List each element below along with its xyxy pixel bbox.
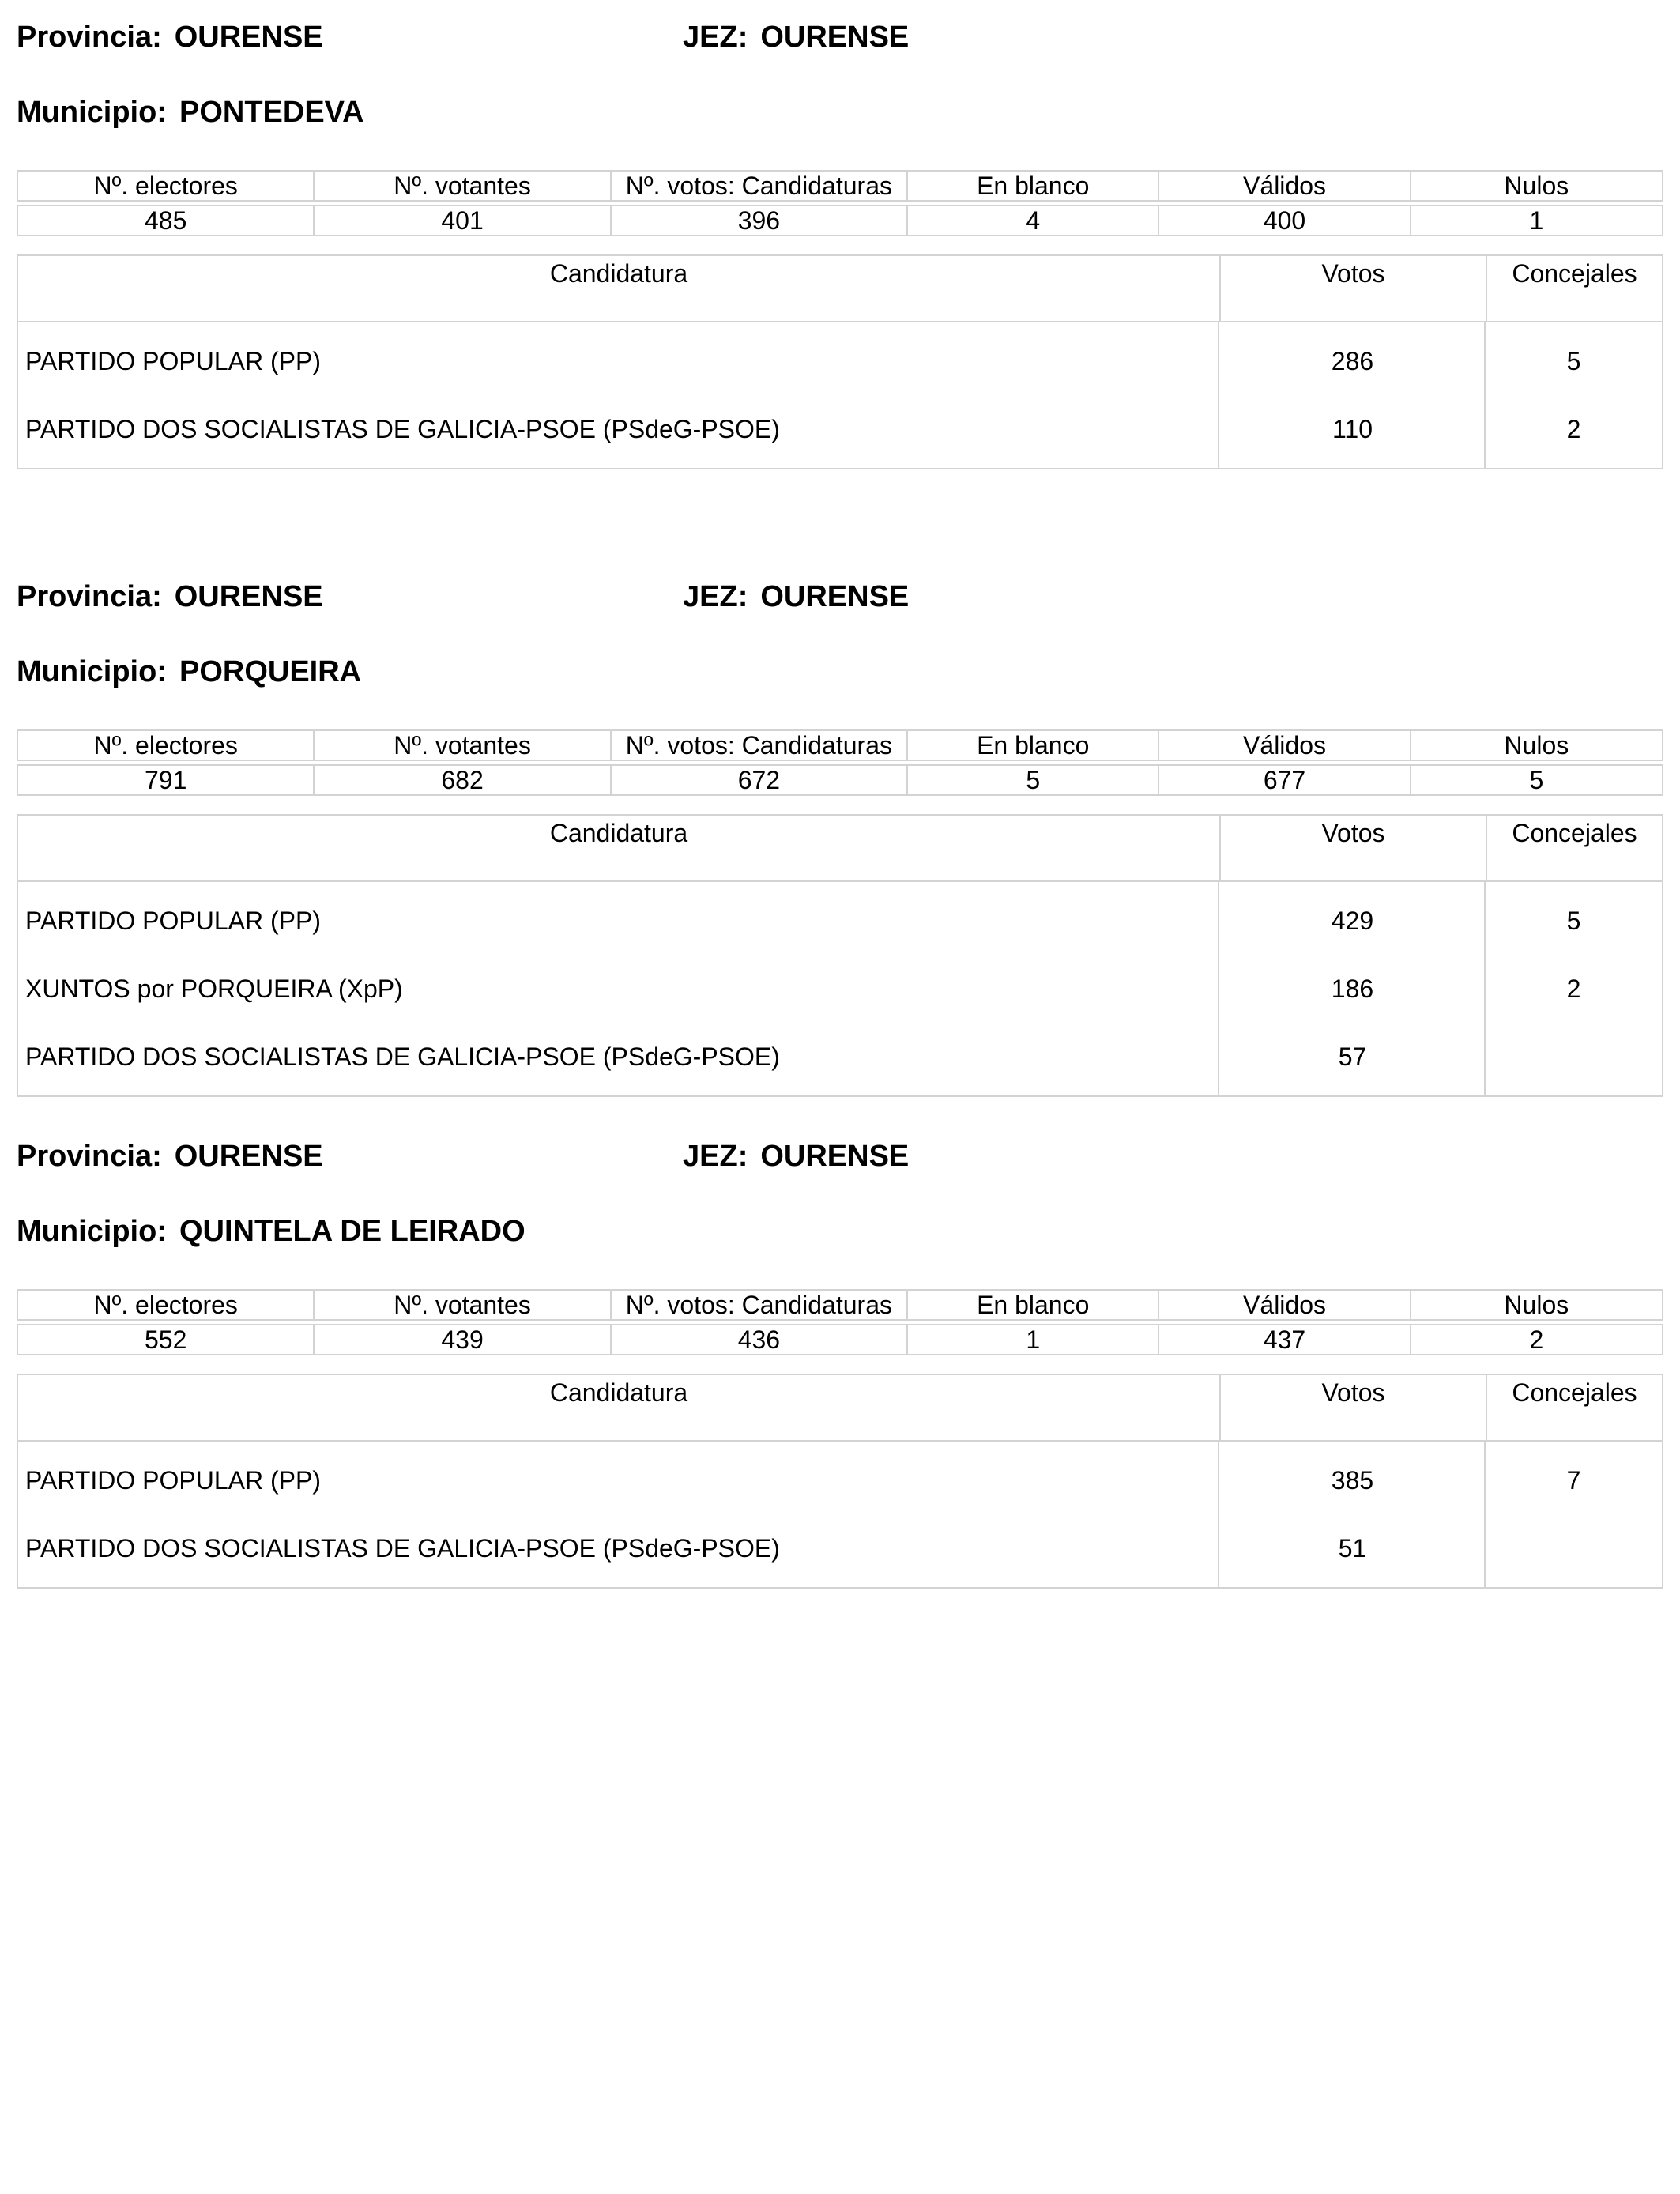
stats-value-cell: 396 bbox=[611, 205, 907, 236]
concejales-value: 7 bbox=[1566, 1466, 1581, 1495]
votos-value: 286 bbox=[1331, 347, 1374, 375]
jez-heading bbox=[683, 1139, 909, 1174]
candidatura-header: Candidatura bbox=[549, 819, 688, 847]
stats-header-cell: Nulos bbox=[1411, 171, 1663, 201]
stats-header-row bbox=[17, 730, 1663, 760]
concejales-value: 2 bbox=[1566, 415, 1581, 443]
candidaturas-body bbox=[18, 322, 1662, 468]
jez-value: OURENSE bbox=[760, 580, 910, 613]
stats-header-cell: Nº. electores bbox=[17, 730, 314, 760]
stats-value-cell: 5 bbox=[1411, 765, 1663, 795]
stats-header-row bbox=[17, 171, 1663, 201]
stats-value-cell: 1 bbox=[1411, 205, 1663, 236]
candidatura-name: PARTIDO DOS SOCIALISTAS DE GALICIA-PSOE (PSdeG-PSOE) bbox=[25, 1534, 780, 1563]
concejales-value bbox=[1486, 1514, 1662, 1582]
candidatura-name: PARTIDO DOS SOCIALISTAS DE GALICIA-PSOE (PSdeG-PSOE) bbox=[25, 1042, 780, 1071]
stats-value-cell: 677 bbox=[1158, 765, 1410, 795]
candidatura-name: PARTIDO POPULAR (PP) bbox=[25, 347, 321, 375]
stats-table bbox=[17, 170, 1663, 236]
candidaturas-header bbox=[18, 256, 1662, 322]
municipio-value: QUINTELA DE LEIRADO bbox=[179, 1215, 525, 1248]
stats-value-cell: 400 bbox=[1158, 205, 1410, 236]
stats-value-cell: 791 bbox=[17, 765, 314, 795]
candidaturas-body bbox=[18, 1442, 1662, 1587]
stats-value-cell: 672 bbox=[611, 765, 907, 795]
jez-label: JEZ: bbox=[683, 580, 748, 613]
stats-value-row bbox=[17, 205, 1663, 236]
stats-value-cell: 437 bbox=[1158, 1325, 1410, 1355]
stats-header-cell: Válidos bbox=[1158, 730, 1410, 760]
stats-value-row bbox=[17, 1325, 1663, 1355]
jez-heading bbox=[683, 20, 909, 55]
municipio-label: Municipio: bbox=[17, 1215, 167, 1248]
candidatura-row bbox=[18, 887, 1662, 955]
concejales-header: Concejales bbox=[1486, 816, 1662, 880]
stats-table bbox=[17, 729, 1663, 796]
jez-label: JEZ: bbox=[683, 1140, 748, 1173]
stats-value-cell: 2 bbox=[1411, 1325, 1663, 1355]
stats-value-cell: 4 bbox=[907, 205, 1158, 236]
stats-value-cell: 682 bbox=[314, 765, 610, 795]
stats-header-cell: Nulos bbox=[1411, 730, 1663, 760]
provincia-label: Provincia: bbox=[17, 1140, 162, 1173]
stats-value-cell: 1 bbox=[907, 1325, 1158, 1355]
provincia-label: Provincia: bbox=[17, 21, 162, 54]
stats-value-cell: 5 bbox=[907, 765, 1158, 795]
stats-header-cell: Nº. votos: Candidaturas bbox=[611, 730, 907, 760]
candidatura-name: PARTIDO POPULAR (PP) bbox=[25, 907, 321, 935]
provincia-heading bbox=[17, 20, 323, 55]
provincia-heading bbox=[17, 1139, 323, 1174]
municipio-label: Municipio: bbox=[17, 96, 167, 129]
stats-value-row bbox=[17, 765, 1663, 795]
votos-value: 429 bbox=[1331, 907, 1374, 935]
provincia-value: OURENSE bbox=[174, 1140, 323, 1173]
votos-header: Votos bbox=[1219, 1375, 1486, 1440]
stats-value-cell: 552 bbox=[17, 1325, 314, 1355]
concejales-value: 2 bbox=[1566, 974, 1581, 1003]
municipio-heading bbox=[17, 1214, 525, 1249]
stats-header-cell: En blanco bbox=[907, 1290, 1158, 1320]
candidaturas-table bbox=[17, 1374, 1663, 1589]
candidatura-row bbox=[18, 955, 1662, 1023]
candidatura-name: PARTIDO POPULAR (PP) bbox=[25, 1466, 321, 1495]
provincia-value: OURENSE bbox=[174, 21, 323, 54]
candidatura-row bbox=[18, 1446, 1662, 1514]
stats-header-cell: Nulos bbox=[1411, 1290, 1663, 1320]
concejales-header: Concejales bbox=[1486, 1375, 1662, 1440]
municipio-value: PONTEDEVA bbox=[179, 96, 364, 129]
concejales-header: Concejales bbox=[1486, 256, 1662, 321]
candidaturas-table bbox=[17, 814, 1663, 1097]
jez-value: OURENSE bbox=[760, 21, 910, 54]
stats-header-cell: Nº. votantes bbox=[314, 1290, 610, 1320]
provincia-label: Provincia: bbox=[17, 580, 162, 613]
jez-value: OURENSE bbox=[760, 1140, 910, 1173]
municipio-value: PORQUEIRA bbox=[179, 655, 362, 688]
candidatura-row bbox=[18, 395, 1662, 463]
candidatura-name: PARTIDO DOS SOCIALISTAS DE GALICIA-PSOE (PSdeG-PSOE) bbox=[25, 415, 780, 443]
stats-header-cell: Nº. votos: Candidaturas bbox=[611, 1290, 907, 1320]
votos-value: 186 bbox=[1331, 974, 1374, 1003]
stats-header-cell: Nº. votos: Candidaturas bbox=[611, 171, 907, 201]
stats-header-row bbox=[17, 1290, 1663, 1320]
candidatura-header: Candidatura bbox=[549, 1378, 688, 1407]
stats-header-cell: Nº. electores bbox=[17, 1290, 314, 1320]
votos-header: Votos bbox=[1219, 816, 1486, 880]
concejales-value bbox=[1486, 1023, 1662, 1091]
votos-value: 57 bbox=[1338, 1042, 1367, 1071]
stats-value-cell: 401 bbox=[314, 205, 610, 236]
provincia-heading bbox=[17, 579, 323, 614]
jez-label: JEZ: bbox=[683, 21, 748, 54]
candidatura-row bbox=[18, 327, 1662, 395]
votos-value: 110 bbox=[1332, 415, 1373, 443]
jez-heading bbox=[683, 579, 909, 614]
candidaturas-body bbox=[18, 882, 1662, 1095]
stats-value-cell: 485 bbox=[17, 205, 314, 236]
stats-value-cell: 439 bbox=[314, 1325, 610, 1355]
candidatura-header: Candidatura bbox=[549, 259, 688, 288]
stats-header-cell: Válidos bbox=[1158, 1290, 1410, 1320]
candidatura-name: XUNTOS por PORQUEIRA (XpP) bbox=[25, 974, 403, 1003]
candidaturas-table bbox=[17, 254, 1663, 469]
concejales-value: 5 bbox=[1566, 907, 1581, 935]
concejales-value: 5 bbox=[1566, 347, 1581, 375]
stats-value-cell: 436 bbox=[611, 1325, 907, 1355]
provincia-value: OURENSE bbox=[174, 580, 323, 613]
stats-header-cell: En blanco bbox=[907, 171, 1158, 201]
municipio-heading bbox=[17, 95, 364, 130]
votos-header: Votos bbox=[1219, 256, 1486, 321]
stats-header-cell: En blanco bbox=[907, 730, 1158, 760]
votos-value: 385 bbox=[1331, 1466, 1374, 1495]
candidaturas-header bbox=[18, 816, 1662, 882]
candidatura-row bbox=[18, 1023, 1662, 1091]
candidaturas-header bbox=[18, 1375, 1662, 1442]
municipio-heading bbox=[17, 654, 361, 689]
stats-header-cell: Nº. votantes bbox=[314, 730, 610, 760]
municipio-label: Municipio: bbox=[17, 655, 167, 688]
candidatura-row bbox=[18, 1514, 1662, 1582]
stats-table bbox=[17, 1289, 1663, 1355]
stats-header-cell: Nº. votantes bbox=[314, 171, 610, 201]
stats-header-cell: Válidos bbox=[1158, 171, 1410, 201]
votos-value: 51 bbox=[1338, 1534, 1367, 1563]
stats-header-cell: Nº. electores bbox=[17, 171, 314, 201]
